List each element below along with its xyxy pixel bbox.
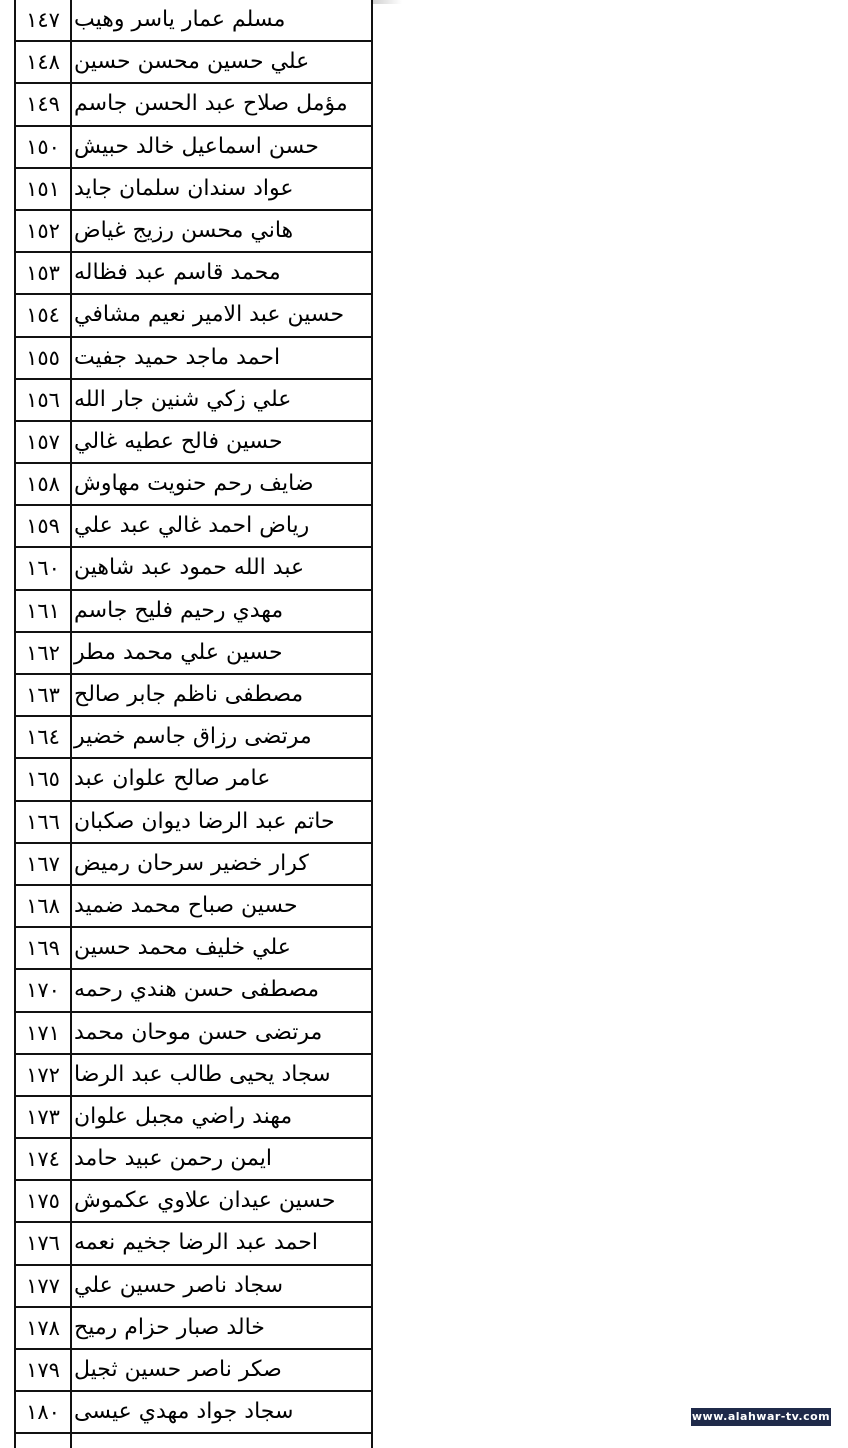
row-name: حسين فالح عطيه غالي: [74, 428, 283, 454]
table-row: [16, 970, 371, 1012]
row-number: ١٦٠: [16, 548, 72, 588]
row-number: ١٧١: [16, 1013, 72, 1053]
table-row: [16, 1223, 371, 1265]
row-number: ١٦٨: [16, 886, 72, 926]
row-number: ١٤٨: [16, 42, 72, 82]
table-row: [16, 506, 371, 548]
table-row: [16, 127, 371, 169]
row-name: مصطفى حسن هندي رحمه: [74, 977, 320, 1003]
table-row: [16, 1308, 371, 1350]
row-number: ١٥٤: [16, 295, 72, 335]
row-number: ١٥٠: [16, 127, 72, 167]
row-number: ١٥٣: [16, 253, 72, 293]
row-name: عواد سندان سلمان جايد: [74, 175, 294, 201]
table-row: [16, 42, 371, 84]
row-number: ١٧٥: [16, 1181, 72, 1221]
row-number: ١٥٧: [16, 422, 72, 462]
row-name: علي خليف محمد حسين: [74, 935, 291, 961]
table-row: [16, 295, 371, 337]
row-name: مصطفى ناظم جابر صالح: [74, 682, 304, 707]
row-name: مؤمل صلاح عبد الحسن جاسم: [74, 91, 348, 117]
top-edge-shadow: [372, 0, 402, 4]
row-number: ١٥٦: [16, 380, 72, 420]
row-number: ١٧٩: [16, 1350, 72, 1390]
row-name: رياض احمد غالي عبد علي: [74, 513, 310, 539]
table-row: [16, 84, 371, 126]
table-row: [16, 1350, 371, 1392]
table-row: [16, 886, 371, 928]
table-row: [16, 717, 371, 759]
row-number: ١٦٩: [16, 928, 72, 968]
row-number: ١٦١: [16, 591, 72, 631]
table-row: [16, 1013, 371, 1055]
table-row: [16, 759, 371, 801]
row-name: ايمن رحمن عبيد حامد: [74, 1146, 272, 1172]
row-number: ١٦٤: [16, 717, 72, 757]
row-name: حاتم عبد الرضا ديوان صكبان: [74, 808, 335, 834]
table-row: [16, 0, 371, 42]
row-name: ضايف رحم حنويت مهاوش: [74, 471, 314, 497]
row-number: ١٦٢: [16, 633, 72, 673]
table-row: [16, 548, 371, 590]
row-name: علي حسين محسن حسين: [74, 49, 310, 75]
row-name: حسين صباح محمد ضميد: [74, 892, 298, 918]
row-name: علي زكي شنين جار الله: [74, 386, 292, 412]
row-name: حسين عيدان علاوي عكموش: [74, 1188, 336, 1214]
row-name: احمد ماجد حميد جفيت: [74, 344, 281, 370]
row-name: كرار خضير سرحان رميض: [74, 850, 309, 876]
row-number: ١٨٠: [16, 1392, 72, 1432]
row-number: ١٧٣: [16, 1097, 72, 1137]
row-name: [72, 1434, 371, 1448]
table-row: [16, 1055, 371, 1097]
table-row: [16, 1139, 371, 1181]
row-number: ١٧٤: [16, 1139, 72, 1179]
table-row: [16, 422, 371, 464]
row-number: ١٧٧: [16, 1266, 72, 1306]
table-row: [16, 591, 371, 633]
row-name: سجاد جواد مهدي عيسى: [74, 1399, 294, 1425]
row-name: حسين عبد الامير نعيم مشافي: [74, 302, 345, 328]
row-name: مرتضى حسن موحان محمد: [74, 1019, 323, 1045]
row-number: ١٧٠: [16, 970, 72, 1010]
table-row: [16, 338, 371, 380]
row-name: سجاد يحيى طالب عبد الرضا: [74, 1061, 331, 1087]
table-row: [16, 675, 371, 717]
names-table: [14, 0, 373, 1448]
row-number: ١٥٨: [16, 464, 72, 504]
table-row: [16, 844, 371, 886]
row-number: ١٥١: [16, 169, 72, 209]
row-name: عبد الله حمود عبد شاهين: [74, 555, 305, 581]
table-row: [16, 633, 371, 675]
row-number: ١٧٨: [16, 1308, 72, 1348]
watermark-logo: www.alahwar-tv.com: [691, 1408, 831, 1426]
row-number: ١٥٥: [16, 338, 72, 378]
table-row: [16, 380, 371, 422]
table-row: [16, 1181, 371, 1223]
row-number: ١٦٦: [16, 802, 72, 842]
row-number: ١٥٩: [16, 506, 72, 546]
row-number: ١٤٩: [16, 84, 72, 124]
row-name: محمد قاسم عبد فظاله: [74, 260, 281, 286]
row-name: عامر صالح علوان عبد: [74, 766, 271, 792]
table-row: [16, 802, 371, 844]
row-name: مرتضى رزاق جاسم خضير: [74, 724, 312, 750]
table-row: [16, 169, 371, 211]
table-row-cut-off: [16, 1434, 371, 1448]
table-row: [16, 464, 371, 506]
table-row: [16, 211, 371, 253]
row-number: ١٤٧: [16, 0, 72, 40]
table-row: [16, 1266, 371, 1308]
row-number: [16, 1434, 72, 1448]
row-number: ١٧٦: [16, 1223, 72, 1263]
table-row: [16, 1097, 371, 1139]
row-name: احمد عبد الرضا جخيم نعمه: [74, 1230, 318, 1256]
row-number: ١٥٢: [16, 211, 72, 251]
row-name: هاني محسن رزيج غياض: [74, 217, 294, 243]
table-row: [16, 1392, 371, 1434]
row-number: ١٦٥: [16, 759, 72, 799]
row-name: حسن اسماعيل خالد حبيش: [74, 133, 319, 159]
table-row: [16, 928, 371, 970]
row-name: مهدي رحيم فليح جاسم: [74, 597, 284, 623]
row-number: ١٦٣: [16, 675, 72, 715]
row-name: خالد صبار حزام رميح: [74, 1314, 265, 1340]
row-number: ١٧٢: [16, 1055, 72, 1095]
row-name: سجاد ناصر حسين علي: [74, 1272, 284, 1298]
row-name: صكر ناصر حسين ثجيل: [74, 1357, 282, 1382]
table-row: [16, 253, 371, 295]
row-name: حسين علي محمد مطر: [74, 639, 283, 665]
row-name: مسلم عمار ياسر وهيب: [74, 7, 286, 32]
row-number: ١٦٧: [16, 844, 72, 884]
row-name: مهند راضي مجبل علوان: [74, 1103, 293, 1129]
